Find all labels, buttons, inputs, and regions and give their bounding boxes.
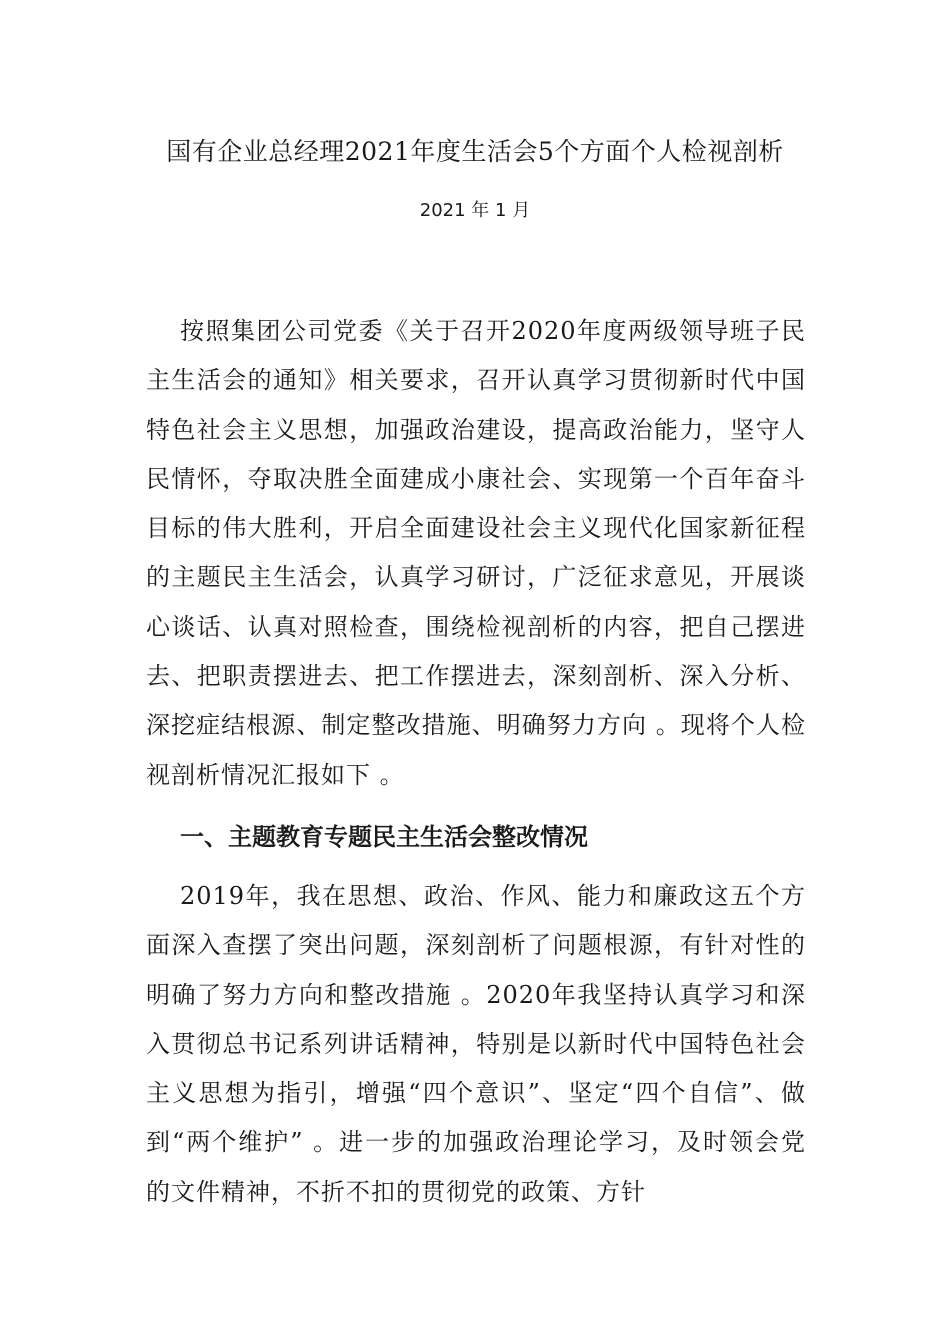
body-paragraph-intro: 按照集团公司党委《关于召开2020年度两级领导班子民主生活会的通知》相关要求，召开认真学习贯彻新时代中国特色社会主义思想，加强政治建设，提高政治能力，坚守人民情怀，夺取决胜全面建成小康社会、实现第一个百年奋斗目标的伟大胜利，开启全面建设社会主义现代化国家新征程的主题民主生活会，认真学习研讨，广泛征求意见，开展谈心谈话、认真对照检查，围绕检视剖析的内容，把自己摆进去、把职责摆进去、把工作摆进去，深刻剖析、深入分析、深挖症结根源、制定整改措施、明确努力方向 。现将个人检视剖析情况汇报如下 。 [146, 317, 806, 789]
document-title: 国有企业总经理2021年度生活会5个方面个人检视剖析 [166, 137, 784, 166]
section-heading: 一、主题教育专题民主生活会整改情况 [180, 823, 588, 851]
document-date: 2021 年 1 月 [419, 200, 531, 221]
body-paragraph-rectification: 2019年，我在思想、政治、作风、能力和廉政这五个方面深入查摆了突出问题，深刻剖析了问题根源，有针对性的明确了努力方向和整改措施 。2020年我坚持认真学习和深入贯彻总书记系列讲话精神，特别是以新时代中国特色社会主义思想为指引，增强“四个意识”、坚定“四个自信”、做到“两个维护” 。进一步的加强政治理论学习，及时领会党的文件精神，不折不扣的贯彻党的政策、方针 [146, 882, 806, 1206]
